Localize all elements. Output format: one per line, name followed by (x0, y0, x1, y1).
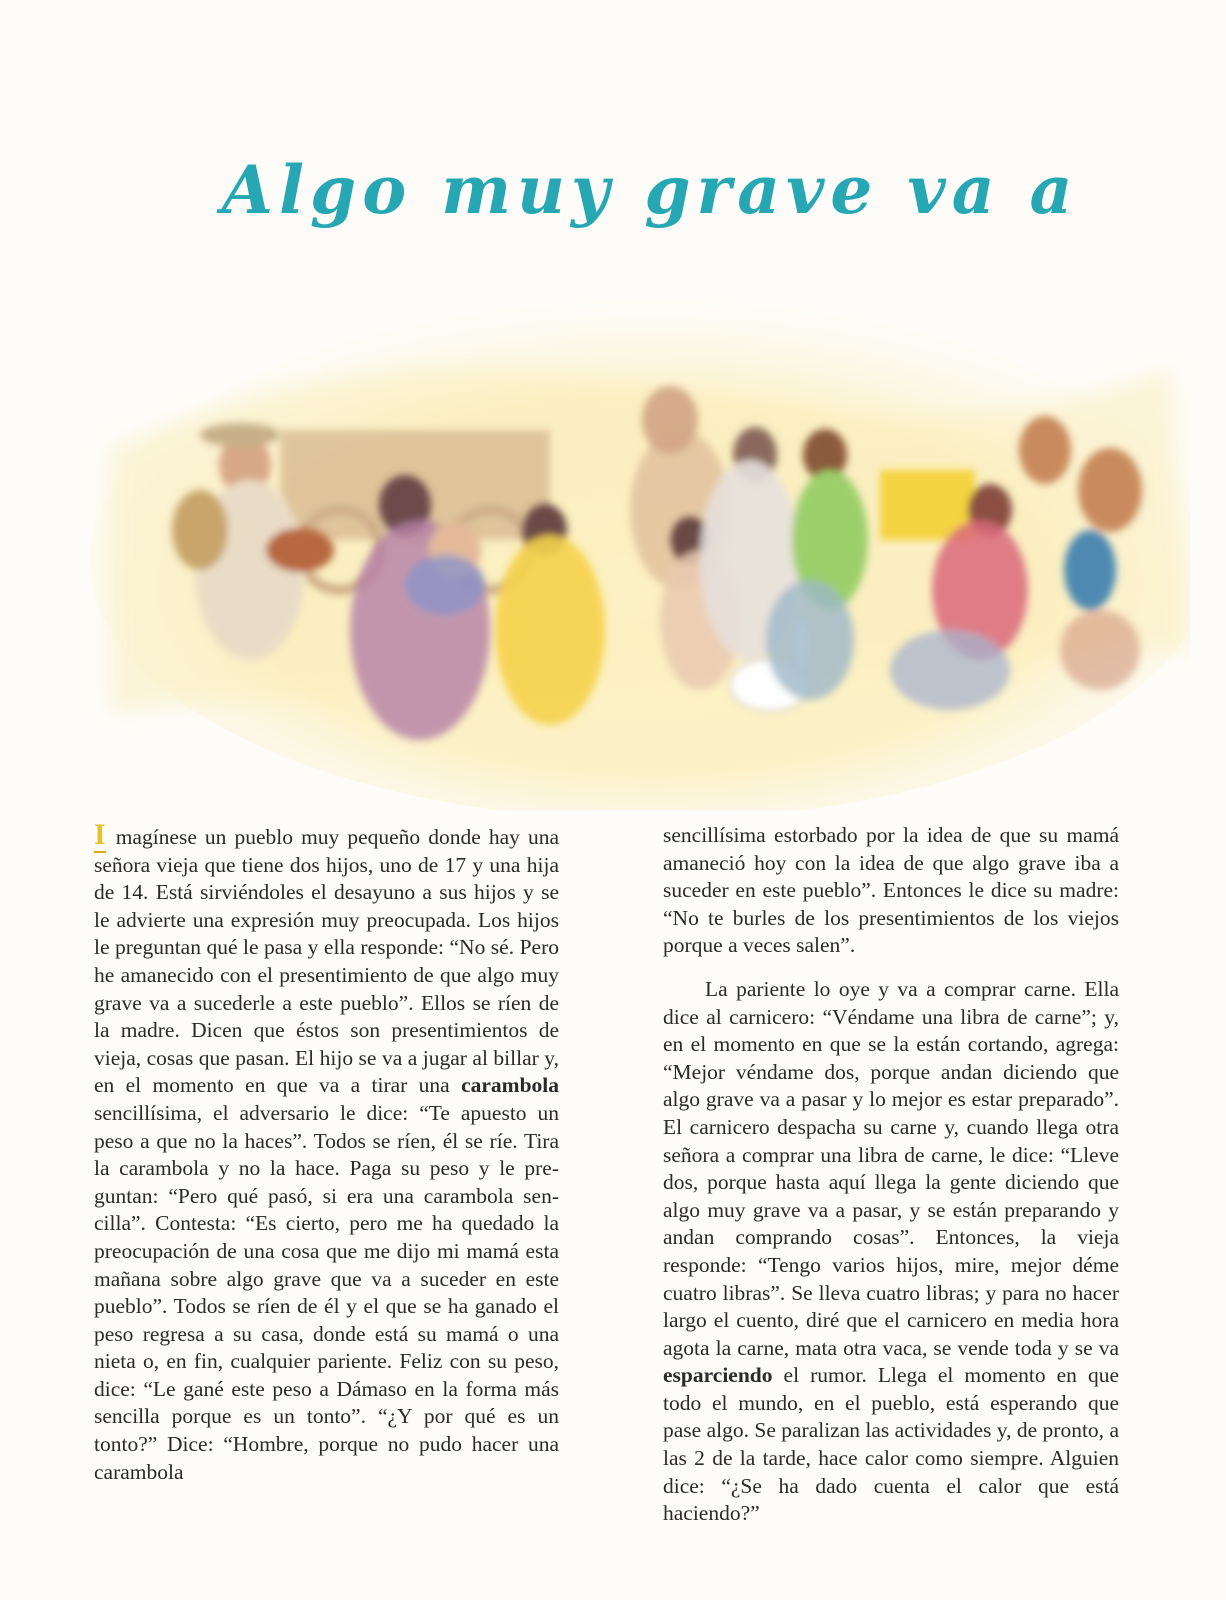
right-paragraph-1: sencillísima estorbado por la idea de que su mamá amaneció hoy con la idea de que algo grave iba a suceder en este pueblo”. Entonces le dice su madre: “No te burles de los presentimientos de los viejos porque a veces salen”. (663, 823, 1119, 958)
left-text-2: sencillísima, el adversario le dice: “Te apuesto un peso a que no la haces”. Todos se ríen, él se ríe. Tira la carambola y no la hace. Paga su peso y le preguntan: “Pero qué pasó, si era una carambola sencilla”. Contesta: “Es cierto, pero me ha quedado la preocupación de una cosa que me dijo mi mamá esta mañana sobre algo grave que va a suceder en este pueblo”. Todos se ríen de él y el que se ha ganado el peso regresa a su casa, donde está su mamá o una nieta o, en fin, cualquier pariente. Feliz con su peso, dice: “Le gané este peso a Dámaso en la forma más sencilla porque es un tonto”. “¿Y por qué es un tonto?” Dice: “Hombre, porque no pudo hacer una carambola (94, 1100, 559, 1484)
right-text-2a: La pariente lo oye y va a comprar carne. Ella dice al carnicero: “Véndame una libra de carne”; y, en el momento en que se la están cortando, agrega: “Mejor véndame dos, porque andan diciendo que algo grave va a pasar y lo mejor es estar preparado”. El carnicero despacha su carne y, cuando llega otra señora a comprar una libra de carne, le dice: “Lleve dos, porque hasta aquí llega la gente diciendo que algo muy grave va a pasar, y se están preparando y andan comprando cosas”. Entonces, la vieja responde: “Tengo varios hijos, mire, mejor déme cuatro libras”. Se lleva cuatro libras; y para no hacer largo el cuento, diré que el carnicero en media hora agota la carne, mata otra vaca, se vende toda y se va (663, 976, 1119, 1360)
title-line-1: Algo muy grave va a (221, 151, 1079, 230)
left-column (94, 818, 560, 1486)
left-paragraph (94, 818, 560, 1486)
dropcap-letter: I (94, 818, 106, 851)
bold-term-carambola: carambola (461, 1073, 560, 1098)
right-column (663, 822, 1119, 1528)
watercolor-crowd-illustration (90, 230, 1190, 810)
right-paragraph-2 (663, 976, 1119, 1528)
right-text-2b: el rumor. Llega el momento en que todo el mundo, en el pueblo, está esperando que pase algo. Se paralizan las actividades y, de pronto, a las 2 de la tarde, hace calor como siempre. Alguien dice: “¿Se ha dado cuenta el calor que está haciendo?” (663, 1363, 1120, 1526)
left-text-1: magínese un pueblo muy pequeño donde hay una señora vieja que tiene dos hijos, uno de 17 y una hija de 14. Está sirviéndoles el desayuno a sus hijos y se le advierte una expresión muy preocupada. Los hijos le preguntan qué le pasa y ella responde: “No sé. Pero he amanecido con el presentimiento de que algo muy grave va a sucederle a este pueblo”. Ellos se ríen de la madre. Dicen que éstos son presentimientos de vieja, cosas que pasan. El hijo se va a jugar al billar y, en el momento en que va a tirar una (94, 825, 559, 1098)
bold-term-esparciendo: esparciendo (663, 1363, 773, 1388)
